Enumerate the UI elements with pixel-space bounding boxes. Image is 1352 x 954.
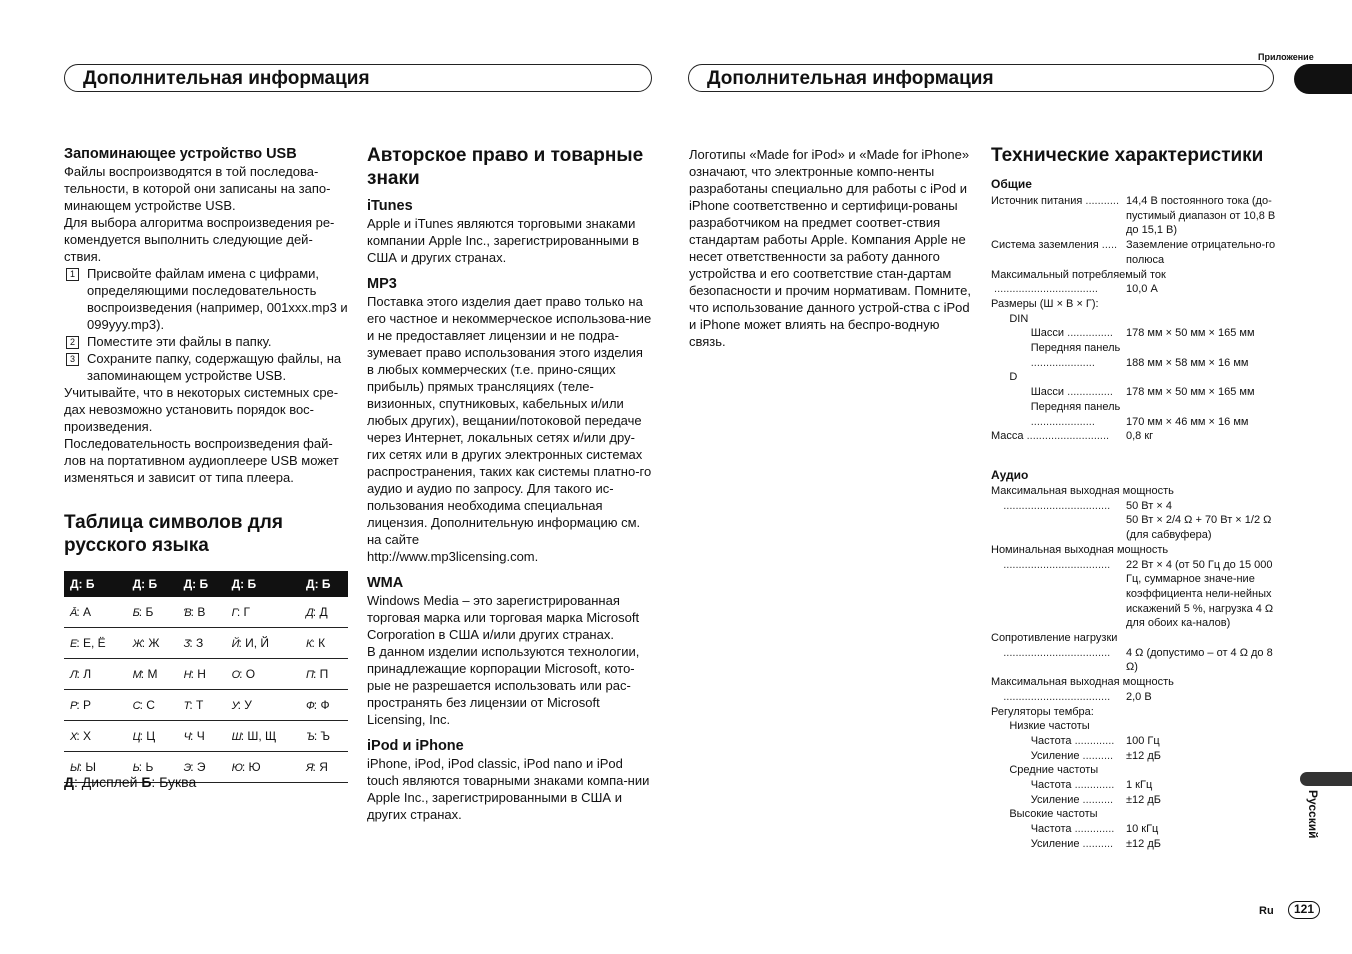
spec-label: Размеры (Ш × В × Г):	[991, 297, 1099, 310]
spec-value: 188 мм × 58 мм × 16 мм	[1126, 356, 1249, 369]
spec-row	[991, 238, 1277, 267]
char-table-cell	[64, 628, 127, 659]
mp3-title: MP3	[367, 276, 397, 292]
char-table-cell	[127, 659, 178, 690]
char-table-cell	[127, 597, 178, 628]
spec-value: 0,8 кг	[1126, 430, 1154, 443]
spec-label: Средние частоты	[991, 764, 1099, 777]
spec-row	[991, 690, 1277, 705]
spec-value	[1134, 341, 1277, 356]
spec-value	[1134, 807, 1277, 822]
spec-value: 170 мм × 46 мм × 16 мм	[1126, 415, 1249, 428]
display-glyph: Γ	[231, 607, 237, 619]
letter-label: : Ж	[141, 636, 160, 650]
spec-label-cell	[991, 675, 1174, 690]
char-table-row	[64, 690, 348, 721]
copyright-title: Авторское право и товарные знаки	[367, 145, 644, 189]
spec-label-cell	[991, 690, 1126, 705]
footer-lang: Ru	[1259, 905, 1274, 917]
spec-label-cell	[991, 763, 1134, 778]
spec-row	[991, 499, 1277, 514]
letter-label: : Е, Ё	[76, 636, 106, 650]
display-glyph: К	[306, 638, 312, 650]
chartable-legend	[64, 774, 196, 790]
spec-row	[991, 631, 1277, 646]
spec-value	[1174, 484, 1277, 499]
spec-label-cell	[991, 400, 1134, 415]
spec-label: Сопротивление нагрузки	[991, 632, 1118, 645]
spec-label-cell	[991, 484, 1174, 499]
spec-label-cell	[991, 356, 1126, 371]
spec-row	[991, 194, 1277, 238]
spec-label: Регуляторы тембра:	[991, 705, 1094, 718]
char-table	[64, 571, 348, 783]
spec-label-cell	[991, 499, 1126, 514]
usb-step	[64, 350, 350, 384]
spec-label-cell	[991, 793, 1126, 808]
spec-label: Источник питания	[991, 195, 1083, 207]
spec-label-cell	[991, 822, 1126, 837]
display-glyph: Н	[183, 669, 191, 681]
spec-label: Система заземления	[991, 239, 1099, 252]
char-table-wrap	[64, 571, 348, 783]
letter-label: : М	[140, 667, 158, 681]
section-tab	[1294, 64, 1352, 94]
spec-row	[991, 268, 1277, 283]
usb-step	[64, 333, 350, 350]
spec-value: ±12 дБ	[1126, 793, 1161, 806]
header-left	[64, 64, 652, 92]
side-language: Русский	[1306, 790, 1320, 839]
letter-label: : Ю	[241, 760, 261, 774]
spec-value: 1 кГц	[1126, 779, 1153, 792]
display-glyph: Ӡ	[183, 638, 190, 650]
spec-dots: .....	[1098, 239, 1118, 252]
display-glyph: Ɓ	[183, 607, 191, 619]
spec-label: Частота	[991, 734, 1072, 747]
letter-label: : У	[237, 698, 252, 712]
usb-p3: Учитывайте, что в некоторых системных сре-дах невозможно установить порядок вос-произведения.	[64, 385, 339, 434]
spec-value: 50 Вт × 4	[1126, 499, 1172, 512]
display-glyph: Й	[231, 638, 239, 650]
spec-label-cell	[991, 646, 1126, 675]
display-glyph: М	[132, 669, 141, 681]
spec-label-cell	[991, 429, 1126, 444]
legend-end: : Буква	[151, 774, 197, 790]
spec-row	[991, 356, 1277, 371]
char-table-header: Д: Б	[226, 571, 300, 597]
spec-label: Усиление	[991, 793, 1080, 806]
spec-value: 178 мм × 50 мм × 165 мм	[1126, 386, 1255, 399]
char-table-cell	[178, 659, 226, 690]
spec-dots: ...................................	[991, 558, 1111, 571]
spec-row	[991, 734, 1277, 749]
char-table-cell	[300, 628, 348, 659]
itunes-text: Apple и iTunes являются торговыми знаками компании Apple Inc., зарегистрированными в США и других странах.	[367, 216, 640, 265]
letter-label: : Т	[189, 698, 204, 712]
letter-label: : Н	[190, 667, 206, 681]
spec-value: 10,0 А	[1126, 283, 1158, 296]
legend-d: Д	[64, 774, 74, 790]
spec-dots: .............	[1071, 823, 1115, 836]
spec-value: 10 кГц	[1126, 823, 1159, 836]
specs-title: Технические характеристики	[991, 145, 1264, 166]
char-table-cell	[300, 690, 348, 721]
spec-value	[1134, 297, 1277, 312]
spec-value	[1134, 400, 1277, 415]
usb-section	[64, 146, 350, 486]
letter-label: : Ц	[139, 729, 156, 743]
display-glyph: Я	[306, 762, 313, 774]
letter-label: : Ь	[138, 760, 154, 774]
spec-dots: .....................	[991, 415, 1095, 428]
spec-dots: ..........	[1079, 749, 1114, 762]
spec-value	[1134, 370, 1277, 385]
spec-label: Максимальный потребляемый ток	[991, 268, 1166, 281]
display-glyph: О	[231, 669, 240, 681]
madefor-section	[689, 146, 975, 350]
char-table-cell	[64, 690, 127, 721]
spec-label-cell	[991, 194, 1126, 238]
char-table-cell	[300, 659, 348, 690]
itunes-title: iTunes	[367, 198, 413, 214]
spec-value: 14,4 В постоянного тока (до-пустимый диапазон от 10,8 В до 15,1 В)	[1126, 195, 1276, 237]
step-number: 1	[66, 268, 79, 281]
specs-audio	[991, 484, 1277, 852]
letter-label: : П	[313, 667, 329, 681]
chartable-section	[64, 511, 350, 557]
display-glyph: Х	[70, 731, 77, 743]
spec-row	[991, 312, 1277, 327]
spec-label-cell	[991, 837, 1126, 852]
spec-label-cell	[991, 719, 1134, 734]
spec-label: D	[991, 371, 1018, 384]
spec-dots: ...............	[1064, 386, 1113, 399]
step-text: Присвойте файлам имена с цифрами, определяющими последовательность воспроизведения (например, 001xxx.mp3 и 099yyy.mp3).	[87, 266, 348, 332]
spec-value: ±12 дБ	[1126, 749, 1161, 762]
spec-row	[991, 837, 1277, 852]
spec-dots: ...............	[1064, 327, 1113, 340]
char-table-cell	[300, 721, 348, 752]
display-glyph: Ь	[132, 762, 139, 774]
spec-label: Шасси	[991, 327, 1065, 340]
char-table-header: Д: Б	[64, 571, 127, 597]
char-table-cell	[64, 659, 127, 690]
char-table-header: Д: Б	[300, 571, 348, 597]
spec-label: Шасси	[991, 386, 1065, 399]
spec-dots: ..................................	[991, 283, 1098, 296]
spec-value: 100 Гц	[1126, 734, 1160, 747]
step-number: 3	[66, 353, 79, 366]
spec-label: Максимальная выходная мощность	[991, 676, 1174, 689]
letter-label: : Г	[236, 605, 251, 619]
letter-label: : Я	[312, 760, 328, 774]
spec-value	[1134, 763, 1277, 778]
spec-value: 178 мм × 50 мм × 165 мм	[1126, 327, 1255, 340]
spec-row	[991, 749, 1277, 764]
letter-label: : К	[311, 636, 326, 650]
letter-label: : З	[189, 636, 204, 650]
spec-label-cell	[991, 631, 1134, 646]
spec-dots: .............	[1071, 734, 1115, 747]
letter-label: : Ф	[313, 698, 330, 712]
display-glyph: С	[132, 700, 140, 712]
spec-value: 4 Ω (допустимо – от 4 Ω до 8 Ω)	[1126, 646, 1273, 674]
spec-dots: ...................................	[991, 690, 1111, 703]
spec-row	[991, 297, 1277, 312]
letter-label: : Э	[190, 760, 206, 774]
char-table-cell	[226, 659, 300, 690]
char-table-cell	[226, 597, 300, 628]
language-tab	[1300, 772, 1352, 786]
spec-row	[991, 763, 1277, 778]
char-table-cell	[226, 721, 300, 752]
char-table-header: Д: Б	[127, 571, 178, 597]
spec-value	[1134, 631, 1277, 646]
letter-label: : Ы	[78, 760, 97, 774]
display-glyph: Ρ	[70, 700, 77, 712]
spec-row	[991, 513, 1277, 542]
spec-value	[1174, 675, 1277, 690]
spec-label: Усиление	[991, 749, 1080, 762]
mp3-text: Поставка этого изделия дает право только на его частное и некоммерческое использова-ние и не предоставляет лицензии и не подра-зумевает право использования этого изделия в любых коммерческих (т.е. прино-сящих прибыль) прямых трансляциях (теле-визионных, спутниковых, кабельных и/или любых других), вещании/потоковой передаче через Интернет, локальных сетях и/или дру-гих сетях или в других электронных системах распространения, таких как системы платно-го аудио и аудио по запросу. Для такого ис-пользования необходима специальная лицензия. Дополнительную информацию см. на сайте	[367, 294, 652, 547]
spec-label-cell	[991, 341, 1134, 356]
char-table-row	[64, 721, 348, 752]
spec-value	[1168, 543, 1277, 558]
char-table-cell	[226, 690, 300, 721]
spec-label-cell	[991, 749, 1126, 764]
spec-row	[991, 705, 1277, 720]
spec-dots: ...........	[1082, 195, 1120, 207]
display-glyph: Ж	[132, 638, 142, 650]
display-glyph: П	[306, 669, 314, 681]
page-number: 121	[1288, 901, 1320, 919]
display-glyph: У	[231, 700, 238, 712]
letter-label: : И, Й	[238, 636, 270, 650]
usb-p1: Файлы воспроизводятся в той последова-тельности, в которой они записаны на запо-минающем устройстве USB.	[64, 164, 331, 213]
spec-label-cell	[991, 415, 1126, 430]
letter-label: : Р	[76, 698, 92, 712]
spec-row	[991, 282, 1277, 297]
mp3-url: http://www.mp3licensing.com.	[367, 549, 539, 564]
display-glyph: Ф	[306, 700, 314, 712]
spec-row	[991, 646, 1277, 675]
spec-label-cell	[991, 778, 1126, 793]
letter-label: : Ъ	[313, 729, 331, 743]
spec-value: 2,0 В	[1126, 690, 1152, 703]
usb-step	[64, 265, 350, 333]
display-glyph: Ч	[183, 731, 191, 743]
spec-dots: .............	[1071, 779, 1115, 792]
char-table-row	[64, 659, 348, 690]
spec-label: Масса	[991, 430, 1024, 443]
spec-row	[991, 543, 1277, 558]
letter-label: : Ч	[190, 729, 205, 743]
madefor-text: Логотипы «Made for iPod» и «Made for iPhone» означают, что электронные компо-ненты разработаны специально для работы с iPod и iPhone соответственно и сертифици-рованы разработчиком на предмет соответ-ствия стандартам работы Apple. Компания Apple не несет ответственности за работу данного устройства и его соответствие стан-дартам безопасности и прочим нормативам. Помните, что использование данного устрой-ства с iPod и iPhone может влиять на беспро-водную связь.	[689, 147, 971, 349]
section-label: Приложение	[1258, 52, 1314, 62]
spec-label: Передняя панель	[991, 400, 1121, 413]
specs-general	[991, 194, 1277, 444]
spec-label-cell	[991, 268, 1166, 283]
spec-dots: .....................	[991, 356, 1095, 369]
spec-label-cell	[991, 385, 1126, 400]
spec-value: 22 Вт × 4 (от 50 Гц до 15 000 Гц, суммарное значе-ние коэффициента нели-нейных искажений 5 %, нагрузка 4 Ω для обоих ка-налов)	[1126, 558, 1274, 630]
legend-mid: : Дисплей	[73, 774, 142, 790]
char-table-row	[64, 597, 348, 628]
char-table-cell	[178, 721, 226, 752]
spec-row	[991, 415, 1277, 430]
legend-b: Б	[141, 774, 152, 790]
display-glyph: Д	[306, 607, 313, 619]
char-table-cell	[300, 597, 348, 628]
wma-p1: Windows Media – это зарегистрированная торговая марка или торговая марка Microsoft Corporation в США и/или других странах.	[367, 593, 640, 642]
spec-label-cell	[991, 558, 1126, 632]
char-table-cell	[226, 752, 300, 783]
char-table-cell	[226, 628, 300, 659]
display-glyph: Ы	[70, 762, 79, 774]
letter-label: : Л	[76, 667, 92, 681]
step-text: Сохраните папку, содержащую файлы, на запоминающем устройстве USB.	[87, 351, 342, 383]
spec-row	[991, 719, 1277, 734]
copyright-section	[367, 144, 653, 823]
spec-dots: ..........	[1079, 837, 1114, 850]
char-table-cell	[300, 752, 348, 783]
step-number: 2	[66, 336, 79, 349]
spec-row	[991, 558, 1277, 632]
ipod-title: iPod и iPhone	[367, 738, 464, 754]
spec-row	[991, 370, 1277, 385]
spec-label: Низкие частоты	[991, 720, 1090, 733]
spec-value	[1134, 312, 1277, 327]
spec-label: Номинальная выходная мощность	[991, 543, 1169, 556]
spec-label-cell	[991, 513, 1126, 542]
spec-row	[991, 822, 1277, 837]
spec-label-cell	[991, 370, 1134, 385]
spec-label: DIN	[991, 312, 1029, 325]
spec-value: ±12 дБ	[1126, 837, 1161, 850]
spec-value	[1166, 268, 1277, 283]
spec-dots: ...................................	[991, 646, 1111, 659]
spec-value: Заземление отрицательно-го полюса	[1126, 239, 1276, 266]
audio-title: Аудио	[991, 468, 1029, 482]
letter-label: : Х	[76, 729, 92, 743]
spec-value	[1134, 719, 1277, 734]
spec-row	[991, 807, 1277, 822]
letter-label: : С	[139, 698, 155, 712]
spec-label: Усиление	[991, 837, 1080, 850]
display-glyph: Ε	[70, 638, 77, 650]
char-table-cell	[178, 597, 226, 628]
char-table-cell	[178, 690, 226, 721]
display-glyph: Ᾱ	[70, 607, 77, 619]
char-table-cell	[64, 597, 127, 628]
spec-row	[991, 675, 1277, 690]
char-table-cell	[64, 721, 127, 752]
char-table-cell	[127, 628, 178, 659]
header-right	[688, 64, 1274, 92]
spec-dots: ...................................	[991, 499, 1111, 512]
ipod-text: iPhone, iPod, iPod classic, iPod nano и iPod touch являются товарными знаками компа-нии Apple Inc., зарегистрированными в США и других странах.	[367, 756, 650, 822]
display-glyph: Т	[183, 700, 190, 712]
spec-row	[991, 400, 1277, 415]
spec-row	[991, 341, 1277, 356]
char-table-cell	[127, 721, 178, 752]
spec-label: Передняя панель	[991, 342, 1121, 355]
spec-label: Высокие частоты	[991, 808, 1098, 821]
spec-label: Максимальная выходная мощность	[991, 485, 1174, 497]
spec-label: Частота	[991, 823, 1072, 836]
spec-label-cell	[991, 326, 1126, 341]
spec-dots: ..........	[1079, 793, 1114, 806]
spec-row	[991, 385, 1277, 400]
spec-row	[991, 778, 1277, 793]
spec-row	[991, 429, 1277, 444]
letter-label: : Ш, Щ	[240, 729, 277, 743]
char-table-row	[64, 628, 348, 659]
spec-label-cell	[991, 543, 1168, 558]
display-glyph: Э	[183, 762, 191, 774]
usb-title: Запоминающее устройство USB	[64, 146, 297, 162]
spec-dots: ...........................	[1023, 430, 1110, 443]
spec-value	[1134, 705, 1277, 720]
display-glyph: Ш	[231, 731, 241, 743]
letter-label: : А	[76, 605, 92, 619]
spec-label: Частота	[991, 779, 1072, 792]
spec-label-cell	[991, 282, 1126, 297]
spec-label-cell	[991, 297, 1134, 312]
spec-label-cell	[991, 807, 1134, 822]
header-left-title: Дополнительная информация	[83, 68, 370, 89]
usb-p2: Для выбора алгоритма воспроизведения ре-комендуется выполнить следующие дей-ствия.	[64, 215, 335, 264]
spec-row	[991, 484, 1277, 499]
wma-p2: В данном изделии используются технологии, принадлежащие корпорации Microsoft, кото-рые не разрешается использовать или рас-пространять без лицензии от Microsoft Licensing, Inc.	[367, 644, 640, 727]
display-glyph: Б	[132, 607, 139, 619]
char-table-cell	[127, 690, 178, 721]
letter-label: : Д	[312, 605, 328, 619]
spec-row	[991, 326, 1277, 341]
char-table-cell	[178, 628, 226, 659]
display-glyph: Ъ	[306, 731, 314, 743]
wma-title: WMA	[367, 575, 404, 591]
usb-p4: Последовательность воспроизведения фай-лов на портативном аудиоплеере USB может изменяться и зависит от типа плеера.	[64, 436, 339, 485]
letter-label: : В	[190, 605, 206, 619]
header-right-title: Дополнительная информация	[707, 68, 994, 89]
spec-label-cell	[991, 312, 1134, 327]
chartable-title: Таблица символов для русского языка	[64, 512, 283, 556]
step-text: Поместите эти файлы в папку.	[87, 334, 272, 349]
general-title: Общие	[991, 177, 1032, 191]
spec-row	[991, 793, 1277, 808]
letter-label: : Б	[138, 605, 154, 619]
spec-label-cell	[991, 705, 1134, 720]
display-glyph: Ю	[231, 762, 242, 774]
char-table-header: Д: Б	[178, 571, 226, 597]
spec-label-cell	[991, 734, 1126, 749]
spec-label-cell	[991, 238, 1126, 267]
letter-label: : О	[239, 667, 256, 681]
display-glyph: Ц	[132, 731, 140, 743]
display-glyph: Л	[70, 669, 77, 681]
spec-value: 50 Вт × 2/4 Ω + 70 Вт × 1/2 Ω (для сабвуфера)	[1126, 514, 1272, 542]
